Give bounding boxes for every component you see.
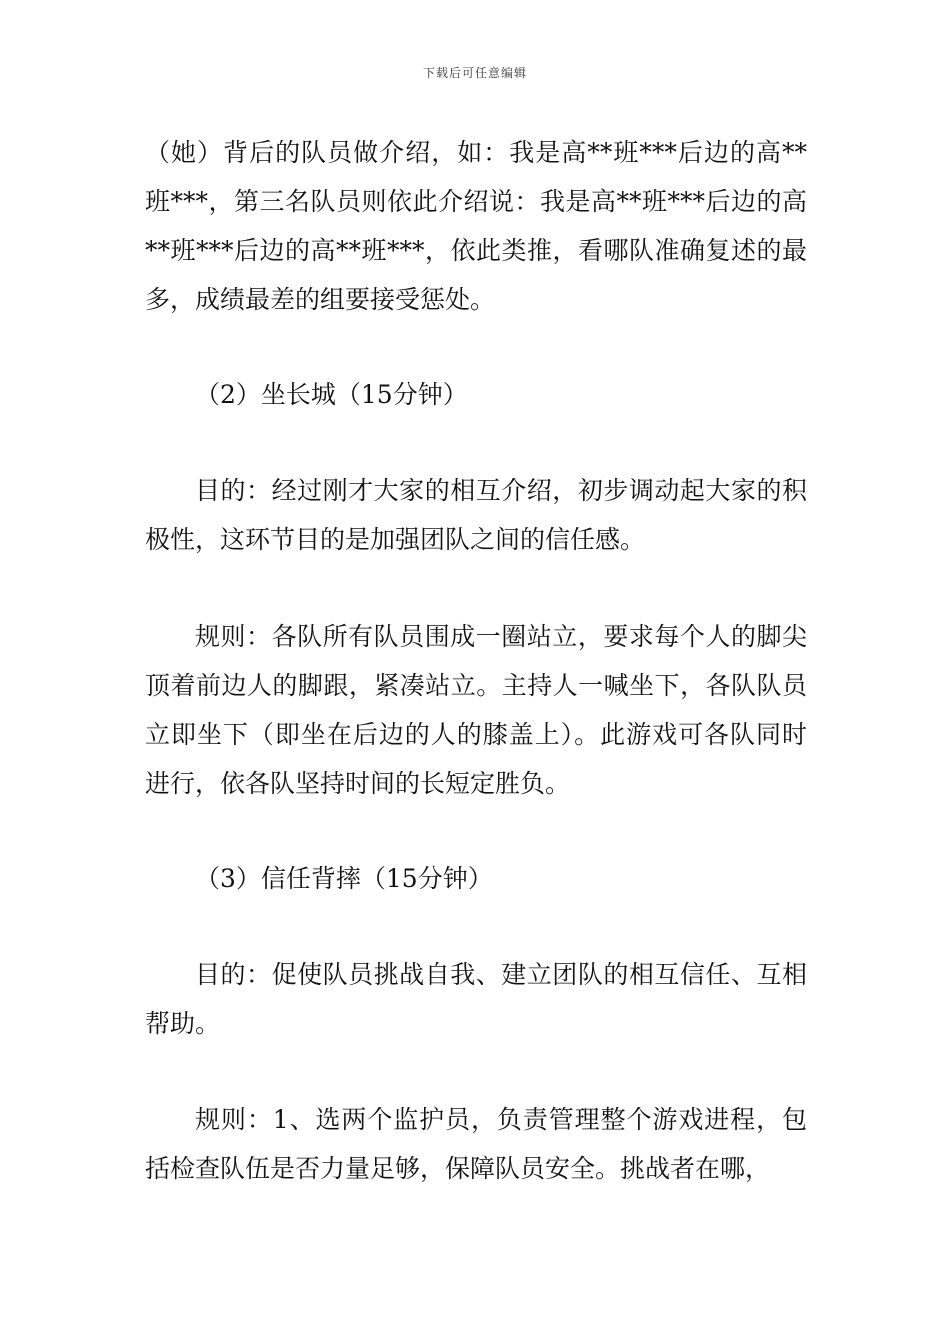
section-heading-trust-fall: （3）信任背摔（15分钟）	[195, 864, 493, 893]
page-header: 下载后可任意编辑	[422, 66, 527, 80]
section-heading-sit-great-wall: （2）坐长城（15分钟）	[195, 380, 468, 409]
paragraph-rules-trust-fall: 规则：1、选两个监护员，负责管理整个游戏进程，包括检查队伍是否力量足够，保障队员安全。挑战者在哪，	[145, 1105, 807, 1183]
paragraph-purpose-sit-great-wall: 目的：经过刚才大家的相互介绍，初步调动起大家的积极性，这环节目的是加强团队之间的信任感。	[145, 476, 807, 554]
paragraph-purpose-trust-fall: 目的：促使队员挑战自我、建立团队的相互信任、互相帮助。	[145, 960, 807, 1038]
paragraph-intro-continuation: （她）背后的队员做介绍，如：我是高**班***后边的高**班***，第三名队员则依此介绍说：我是高**班***后边的高**班***后边的高**班***，依此类推，看哪队准确复述的最多，成绩最差的组要接受惩处。	[145, 138, 807, 314]
document-body	[145, 128, 807, 1193]
paragraph-rules-sit-great-wall: 规则：各队所有队员围成一圈站立，要求每个人的脚尖顶着前边人的脚跟，紧凑站立。主持人一喊坐下，各队队员立即坐下（即坐在后边的人的膝盖上）。此游戏可各队同时进行，依各队坚持时间的长短定胜负。	[145, 622, 807, 798]
